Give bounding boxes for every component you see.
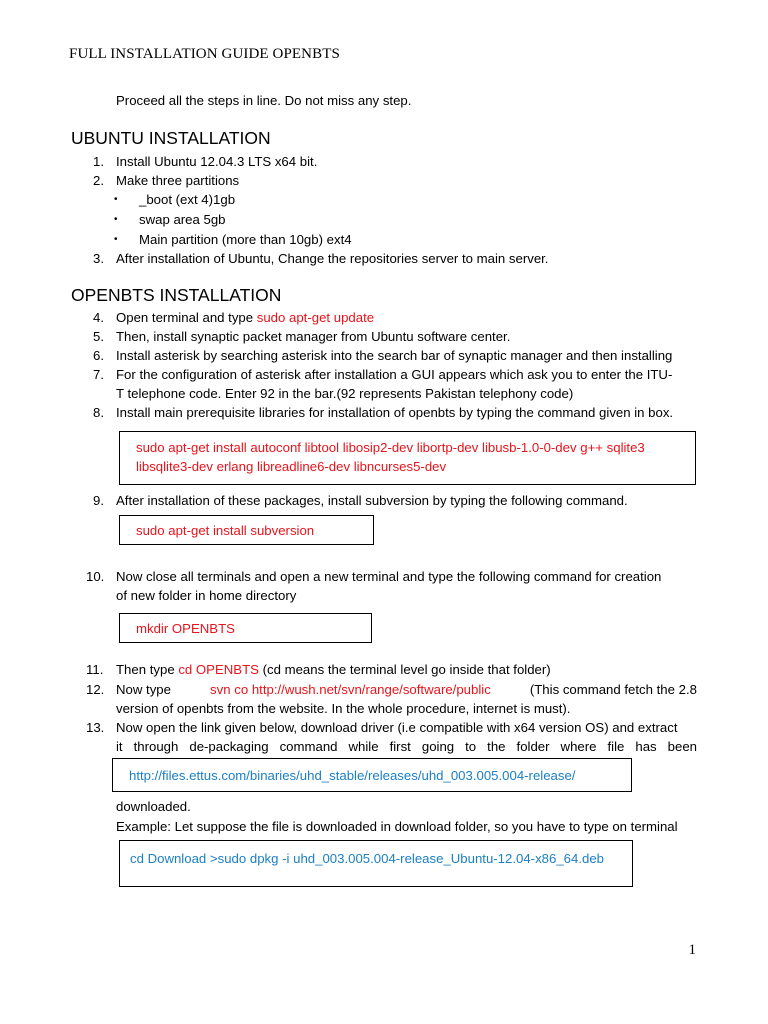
item-number: 12.	[86, 682, 105, 697]
item-number: 3.	[93, 251, 104, 266]
bullet-text: swap area 5gb	[139, 212, 226, 227]
command-line: cd Download >sudo dpkg -i uhd_003.005.004-release_Ubuntu-12.04-x86_64.deb	[130, 851, 605, 866]
page-number: 1	[688, 942, 696, 958]
download-link-box	[112, 758, 632, 792]
command-box-prerequisites	[119, 431, 696, 485]
item-number: 11.	[86, 662, 104, 677]
document-title: FULL INSTALLATION GUIDE OPENBTS	[69, 46, 340, 62]
item-text	[116, 680, 697, 699]
bullet-icon: •	[114, 214, 118, 225]
downloaded-text: downloaded.	[116, 799, 191, 814]
openbts-heading: OPENBTS INSTALLATION	[71, 285, 282, 305]
item-text-plain: Now type	[116, 682, 171, 697]
item-text: it through de-packaging command while first going to the folder where file has been	[116, 739, 697, 754]
item-text: Now close all terminals and open a new terminal and type the following command for creation	[116, 569, 662, 584]
item-text: version of openbts from the website. In the whole procedure, internet is must).	[116, 701, 571, 716]
item-text: Then, install synaptic packet manager from Ubuntu software center.	[116, 329, 511, 344]
command-line: mkdir OPENBTS	[136, 621, 235, 636]
item-text: Make three partitions	[116, 173, 240, 188]
item-number: 9.	[93, 493, 104, 508]
item-text: T telephone code. Enter 92 in the bar.(92 represents Pakistan telephony code)	[116, 386, 574, 401]
command-text: cd OPENBTS	[178, 662, 259, 677]
item-number: 6.	[93, 348, 104, 363]
command-line: sudo apt-get install subversion	[136, 523, 315, 538]
item-text: After installation of these packages, install subversion by typing the following command.	[116, 493, 628, 508]
bullet-icon: •	[114, 234, 118, 245]
bullet-text: Main partition (more than 10gb) ext4	[139, 232, 352, 247]
item-text-plain: Open terminal and type	[116, 310, 257, 325]
item-text: Now open the link given below, download driver (i.e compatible with x64 version OS) and extract	[116, 720, 678, 735]
item-number: 1.	[93, 154, 104, 169]
command-text: svn co http://wush.net/svn/range/software/public	[210, 682, 491, 697]
bullet-icon: •	[114, 194, 118, 205]
item-text-plain: (This command fetch the 2.8	[529, 682, 697, 697]
download-link[interactable]: http://files.ettus.com/binaries/uhd_stable/releases/uhd_003.005.004-release/	[129, 768, 576, 783]
command-box-dpkg	[119, 840, 633, 887]
example-text: Example: Let suppose the file is downloaded in download folder, so you have to type on terminal	[116, 819, 678, 834]
item-text	[116, 660, 551, 679]
item-number: 10.	[86, 569, 105, 584]
item-text-plain: (cd means the terminal level go inside that folder)	[258, 662, 551, 677]
item-text	[116, 308, 374, 327]
item-text: After installation of Ubuntu, Change the repositories server to main server.	[116, 251, 549, 266]
item-text: of new folder in home directory	[116, 588, 297, 603]
bullet-text: _boot (ext 4)1gb	[139, 192, 236, 207]
command-line: libsqlite3-dev erlang libreadline6-dev libncurses5-dev	[136, 459, 447, 474]
item-text: Install asterisk by searching asterisk into the search bar of synaptic manager and then installing	[116, 348, 673, 363]
item-number: 2.	[93, 173, 104, 188]
ubuntu-heading: UBUNTU INSTALLATION	[71, 128, 271, 148]
intro-text: Proceed all the steps in line. Do not miss any step.	[116, 93, 412, 108]
item-number: 4.	[93, 310, 104, 325]
item-text-plain: Then type	[116, 662, 179, 677]
item-text: Install Ubuntu 12.04.3 LTS x64 bit.	[116, 154, 318, 169]
item-number: 7.	[93, 367, 104, 382]
item-text: Install main prerequisite libraries for installation of openbts by typing the command given in box.	[116, 405, 674, 420]
command-box-subversion	[119, 515, 374, 545]
item-text: For the configuration of asterisk after installation a GUI appears which ask you to enter the ITU-	[116, 367, 673, 382]
item-number: 5.	[93, 329, 104, 344]
command-box-mkdir	[119, 613, 372, 643]
command-text: sudo apt-get update	[256, 310, 375, 325]
item-number: 13.	[86, 720, 105, 735]
item-number: 8.	[93, 405, 104, 420]
command-line: sudo apt-get install autoconf libtool libosip2-dev libortp-dev libusb-1.0-0-dev g++ sqlite3	[136, 440, 645, 455]
